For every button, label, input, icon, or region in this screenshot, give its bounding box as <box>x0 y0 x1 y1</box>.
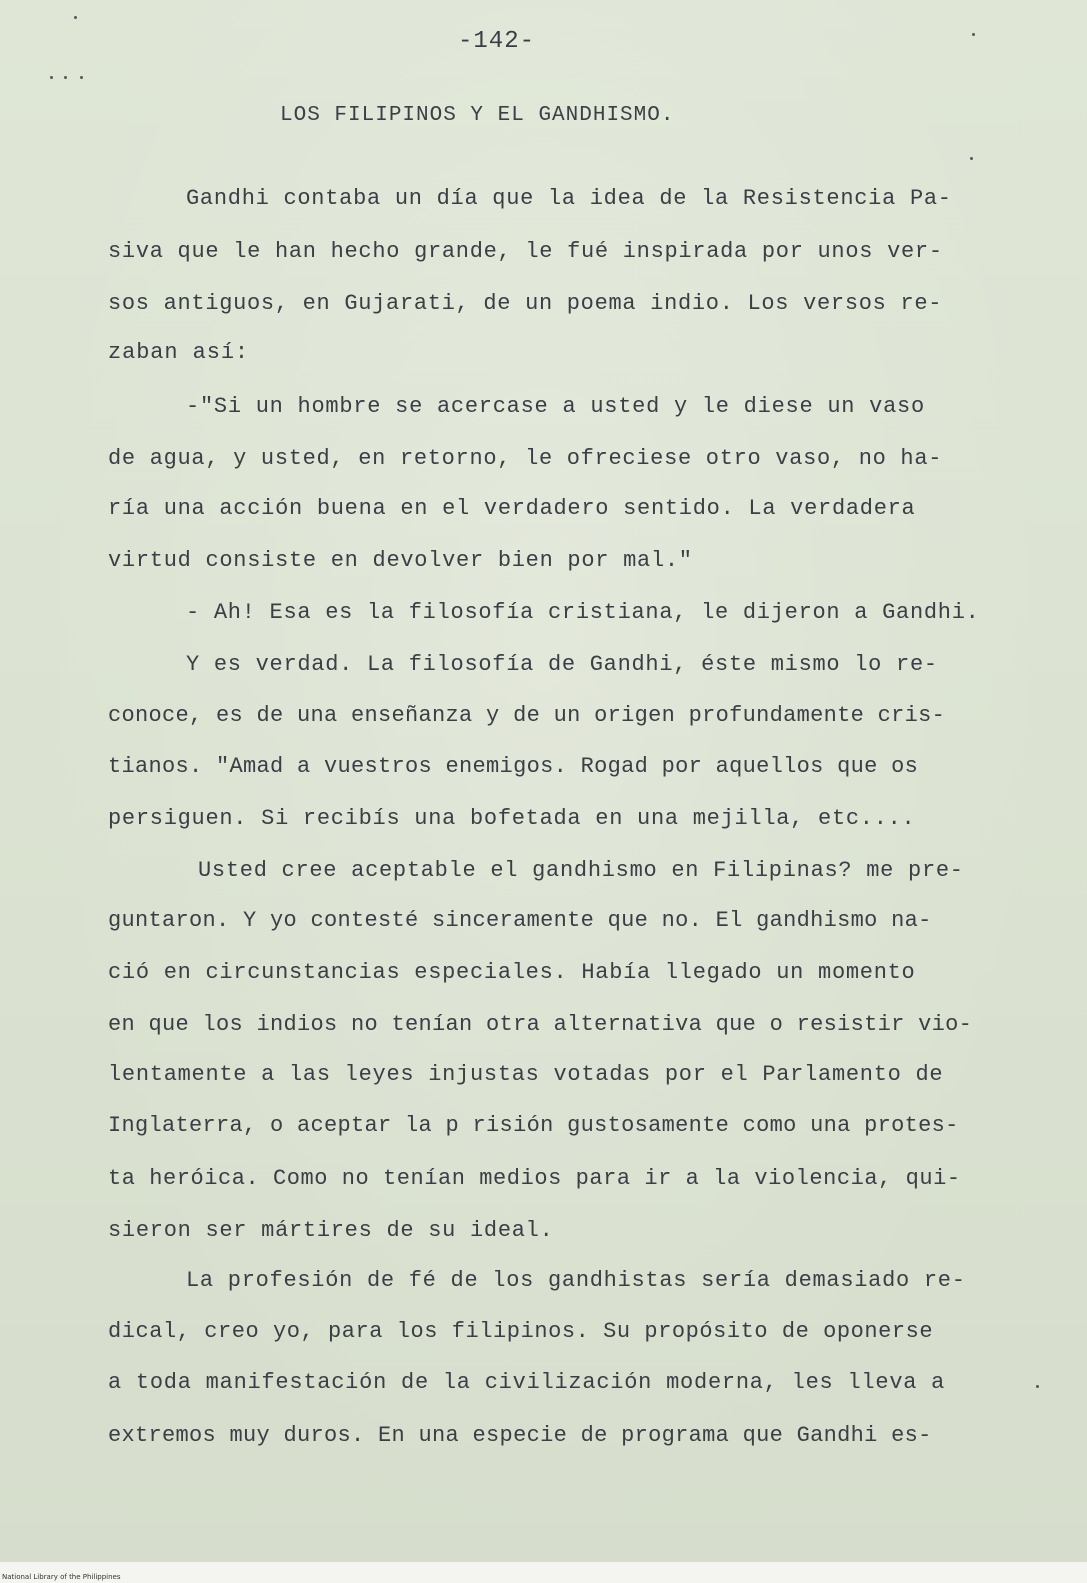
library-credit: National Library of the Philippines <box>2 1573 121 1581</box>
text-line: de agua, y usted, en retorno, le ofreciese otro vaso, no ha- <box>108 446 943 471</box>
text-line: ció en circunstancias especiales. Había llegado un momento <box>108 960 916 985</box>
text-line: Y es verdad. La filosofía de Gandhi, éste mismo lo re- <box>186 652 938 677</box>
text-line: Gandhi contaba un día que la idea de la Resistencia Pa- <box>186 186 952 211</box>
paper-speck <box>970 157 973 160</box>
paper-speck <box>50 76 53 79</box>
paper-speck <box>80 76 83 79</box>
text-line: sieron ser mártires de su ideal. <box>108 1218 554 1243</box>
paper-speck <box>64 76 67 79</box>
page-title: LOS FILIPINOS Y EL GANDHISMO. <box>280 104 675 127</box>
text-line: conoce, es de una enseñanza y de un origen profundamente cris- <box>108 703 946 728</box>
text-line: La profesión de fé de los gandhistas sería demasiado re- <box>186 1268 966 1293</box>
text-line: lentamente a las leyes injustas votadas por el Parlamento de <box>108 1062 944 1087</box>
paper-speck <box>972 33 975 36</box>
text-line: a toda manifestación de la civilización moderna, les lleva a <box>108 1370 946 1395</box>
paper-speck <box>74 16 77 19</box>
text-line: virtud consiste en devolver bien por mal." <box>108 548 693 573</box>
text-line: sos antiguos, en Gujarati, de un poema indio. Los versos re- <box>108 291 943 316</box>
text-line: ría una acción buena en el verdadero sentido. La verdadera <box>108 496 916 521</box>
text-line: persiguen. Si recibís una bofetada en una mejilla, etc.... <box>108 806 916 831</box>
text-line: Usted cree aceptable el gandhismo en Filipinas? me pre- <box>198 858 964 883</box>
page-number: -142- <box>458 28 536 55</box>
text-line: Inglaterra, o aceptar la p risión gustosamente como una protes- <box>108 1113 959 1138</box>
text-line: ta heróica. Como no tenían medios para ir a la violencia, qui- <box>108 1166 961 1191</box>
scan-footer-band <box>0 1562 1087 1583</box>
paper-speck <box>1036 1385 1039 1388</box>
text-line: -"Si un hombre se acercase a usted y le diese un vaso <box>186 394 925 419</box>
text-line: tianos. "Amad a vuestros enemigos. Rogad por aquellos que os <box>108 754 919 779</box>
text-line: dical, creo yo, para los filipinos. Su propósito de oponerse <box>108 1319 934 1344</box>
text-line: en que los indios no tenían otra alternativa que o resistir vio- <box>108 1012 973 1037</box>
text-line: guntaron. Y yo contesté sinceramente que no. El gandhismo na- <box>108 908 932 933</box>
text-line: siva que le han hecho grande, le fué inspirada por unos ver- <box>108 239 943 264</box>
text-line: - Ah! Esa es la filosofía cristiana, le dijeron a Gandhi. <box>186 600 980 625</box>
text-line: extremos muy duros. En una especie de programa que Gandhi es- <box>108 1423 932 1448</box>
text-line: zaban así: <box>108 340 250 365</box>
